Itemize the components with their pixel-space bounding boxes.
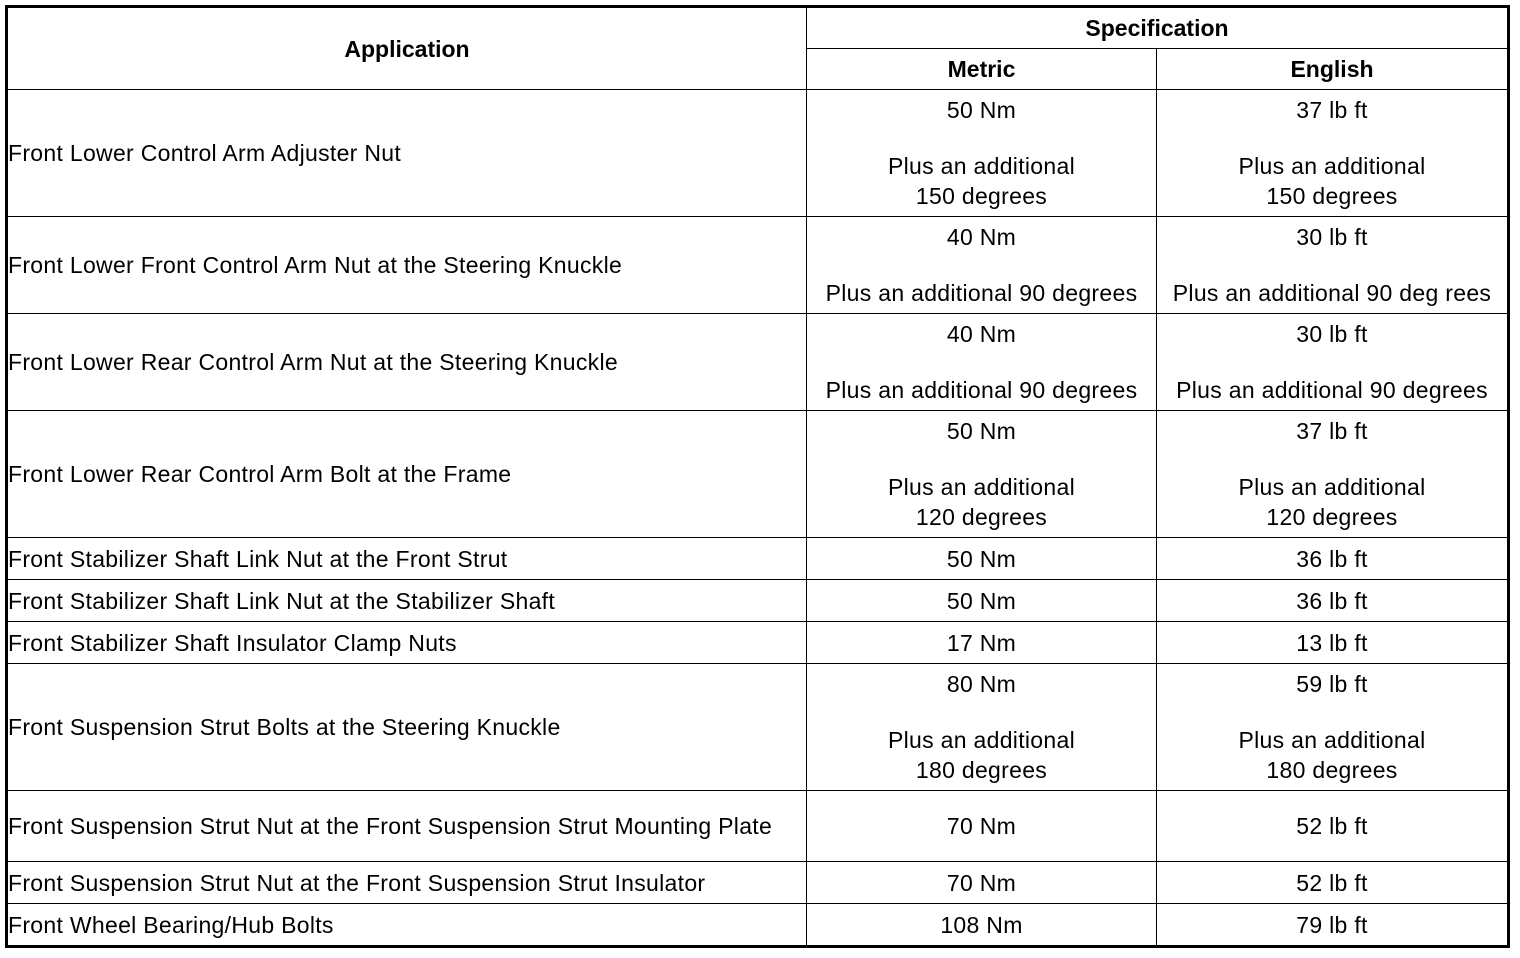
english-value: 37 lb ft: [1296, 418, 1368, 444]
metric-cell: [807, 664, 1157, 791]
metric-cell: 70 Nm: [807, 862, 1157, 904]
english-extra: Plus an additional 120 degrees: [1238, 474, 1426, 530]
application-cell: Front Suspension Strut Bolts at the Steering Knuckle: [7, 664, 807, 791]
metric-extra: Plus an additional 180 degrees: [888, 727, 1075, 783]
application-cell: Front Stabilizer Shaft Link Nut at the Stabilizer Shaft: [7, 580, 807, 622]
english-extra: Plus an additional 180 degrees: [1238, 727, 1426, 783]
english-value: 30 lb ft: [1296, 321, 1368, 347]
english-extra: Plus an additional 150 degrees: [1238, 153, 1426, 209]
application-cell: Front Suspension Strut Nut at the Front Suspension Strut Insulator: [7, 862, 807, 904]
metric-cell: 50 Nm: [807, 538, 1157, 580]
english-value: 30 lb ft: [1296, 224, 1368, 250]
metric-extra: Plus an additional 90 degrees: [825, 377, 1138, 403]
metric-value: 50 Nm: [946, 418, 1017, 444]
english-extra: Plus an additional 90 deg rees: [1172, 280, 1492, 306]
header-application: Application: [7, 7, 807, 90]
english-cell: [1157, 664, 1509, 791]
english-value: 59 lb ft: [1296, 671, 1368, 697]
table-row: [7, 90, 1509, 217]
metric-cell: [807, 411, 1157, 538]
metric-extra: Plus an additional 120 degrees: [888, 474, 1075, 530]
metric-value: 50 Nm: [946, 97, 1017, 123]
table-row: [7, 664, 1509, 791]
metric-cell: 50 Nm: [807, 580, 1157, 622]
table-row: [7, 862, 1509, 904]
english-cell: [1157, 217, 1509, 314]
application-cell: Front Lower Rear Control Arm Nut at the Steering Knuckle: [7, 314, 807, 411]
table-row: [7, 580, 1509, 622]
english-cell: [1157, 314, 1509, 411]
table-row: [7, 622, 1509, 664]
metric-extra: Plus an additional 150 degrees: [888, 153, 1075, 209]
table-row: [7, 904, 1509, 947]
metric-value: 80 Nm: [946, 671, 1017, 697]
english-value: 37 lb ft: [1296, 97, 1368, 123]
table-row: [7, 411, 1509, 538]
metric-cell: [807, 90, 1157, 217]
application-cell: Front Lower Front Control Arm Nut at the Steering Knuckle: [7, 217, 807, 314]
english-cell: 79 lb ft: [1157, 904, 1509, 947]
english-cell: [1157, 90, 1509, 217]
metric-extra: Plus an additional 90 degrees: [825, 280, 1138, 306]
application-cell: Front Wheel Bearing/Hub Bolts: [7, 904, 807, 947]
application-cell: Front Stabilizer Shaft Insulator Clamp Nuts: [7, 622, 807, 664]
table-row: [7, 314, 1509, 411]
header-metric: Metric: [807, 49, 1157, 90]
metric-cell: 70 Nm: [807, 791, 1157, 862]
table-row: [7, 538, 1509, 580]
application-cell: Front Lower Control Arm Adjuster Nut: [7, 90, 807, 217]
english-extra: Plus an additional 90 degrees: [1176, 377, 1488, 403]
application-cell: Front Lower Rear Control Arm Bolt at the Frame: [7, 411, 807, 538]
torque-spec-table: [5, 5, 1510, 948]
application-cell: Front Suspension Strut Nut at the Front Suspension Strut Mounting Plate: [7, 791, 807, 862]
english-cell: [1157, 411, 1509, 538]
english-cell: 36 lb ft: [1157, 538, 1509, 580]
english-cell: 13 lb ft: [1157, 622, 1509, 664]
table-row: [7, 791, 1509, 862]
application-cell: Front Stabilizer Shaft Link Nut at the Front Strut: [7, 538, 807, 580]
header-specification: Specification: [807, 7, 1509, 49]
english-cell: 52 lb ft: [1157, 791, 1509, 862]
english-cell: 36 lb ft: [1157, 580, 1509, 622]
metric-value: 40 Nm: [946, 224, 1017, 250]
metric-cell: [807, 217, 1157, 314]
metric-cell: 108 Nm: [807, 904, 1157, 947]
english-cell: 52 lb ft: [1157, 862, 1509, 904]
metric-cell: 17 Nm: [807, 622, 1157, 664]
metric-value: 40 Nm: [946, 321, 1017, 347]
table-row: [7, 217, 1509, 314]
metric-cell: [807, 314, 1157, 411]
header-english: English: [1157, 49, 1509, 90]
